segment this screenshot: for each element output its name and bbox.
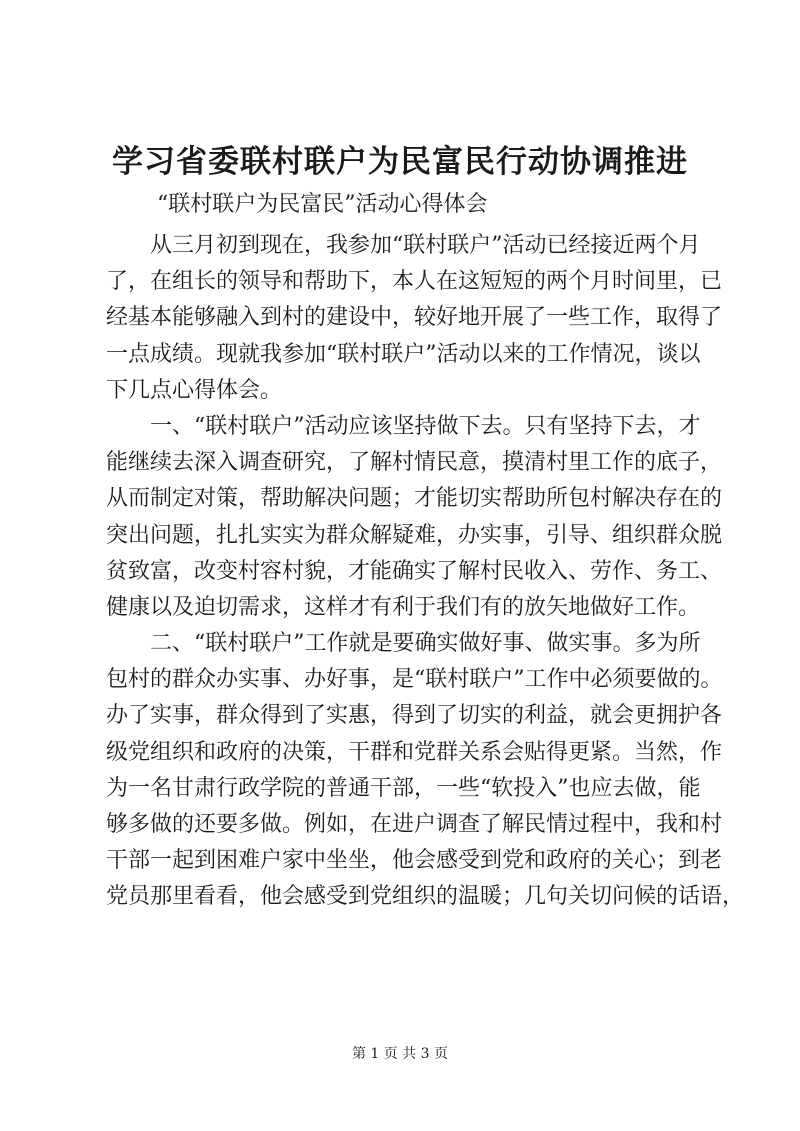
paragraph-line: 级党组织和政府的决策，干群和党群关系会贴得更紧。当然，作 xyxy=(106,739,723,765)
paragraph-line: 从而制定对策，帮助解决问题；才能切实帮助所包村解决存在的 xyxy=(106,486,723,512)
paragraph-line: 经基本能够融入到村的建设中，较好地开展了一些工作，取得了 xyxy=(106,305,723,331)
paragraph-line: 干部一起到困难户家中坐坐，他会感受到党和政府的关心；到老 xyxy=(106,848,723,874)
page-number-footer: 第 1 页 共 3 页 xyxy=(351,1046,449,1062)
paragraph-line: 贫致富，改变村容村貌，才能确实了解村民收入、劳作、务工、 xyxy=(106,558,723,584)
paragraph-line: 了，在组长的领导和帮助下，本人在这短短的两个月时间里，已 xyxy=(106,269,723,295)
paragraph-line: 够多做的还要多做。例如，在进户调查了解民情过程中，我和村 xyxy=(106,812,723,837)
document-subtitle: “联村联户为民富民”活动心得体会 xyxy=(157,192,488,217)
paragraph-line: 办了实事，群众得到了实惠，得到了切实的利益，就会更拥护各 xyxy=(106,703,723,729)
paragraph-line: 为一名甘肃行政学院的普通干部，一些“软投入”也应去做，能 xyxy=(106,775,701,801)
paragraph-line: 下几点心得体会。 xyxy=(106,377,283,403)
paragraph-line: 包村的群众办实事、办好事，是“联村联户”工作中必须要做的。 xyxy=(106,667,723,693)
paragraph-line: 能继续去深入调查研究，了解村情民意，摸清村里工作的底子， xyxy=(106,450,723,476)
paragraph-line: 健康以及迫切需求，这样才有利于我们有的放矢地做好工作。 xyxy=(106,594,701,620)
paragraph-line: 一点成绩。现就我参加“联村联户”活动以来的工作情况，谈以 xyxy=(106,341,701,367)
document-body xyxy=(106,228,745,916)
paragraph-line: 一、“联村联户”活动应该坚持做下去。只有坚持下去，才 xyxy=(150,413,701,439)
paragraph-line: 从三月初到现在，我参加“联村联户”活动已经接近两个月 xyxy=(150,233,701,258)
document-title: 学习省委联村联户为民富民行动协调推进 xyxy=(112,144,688,180)
paragraph-line: 党员那里看看，他会感受到党组织的温暖；几句关切问候的话语， xyxy=(106,884,745,910)
paragraph-line: 二、“联村联户”工作就是要确实做好事、做实事。多为所 xyxy=(150,631,701,657)
paragraph-line: 突出问题，扎扎实实为群众解疑难，办实事，引导、组织群众脱 xyxy=(106,522,723,548)
